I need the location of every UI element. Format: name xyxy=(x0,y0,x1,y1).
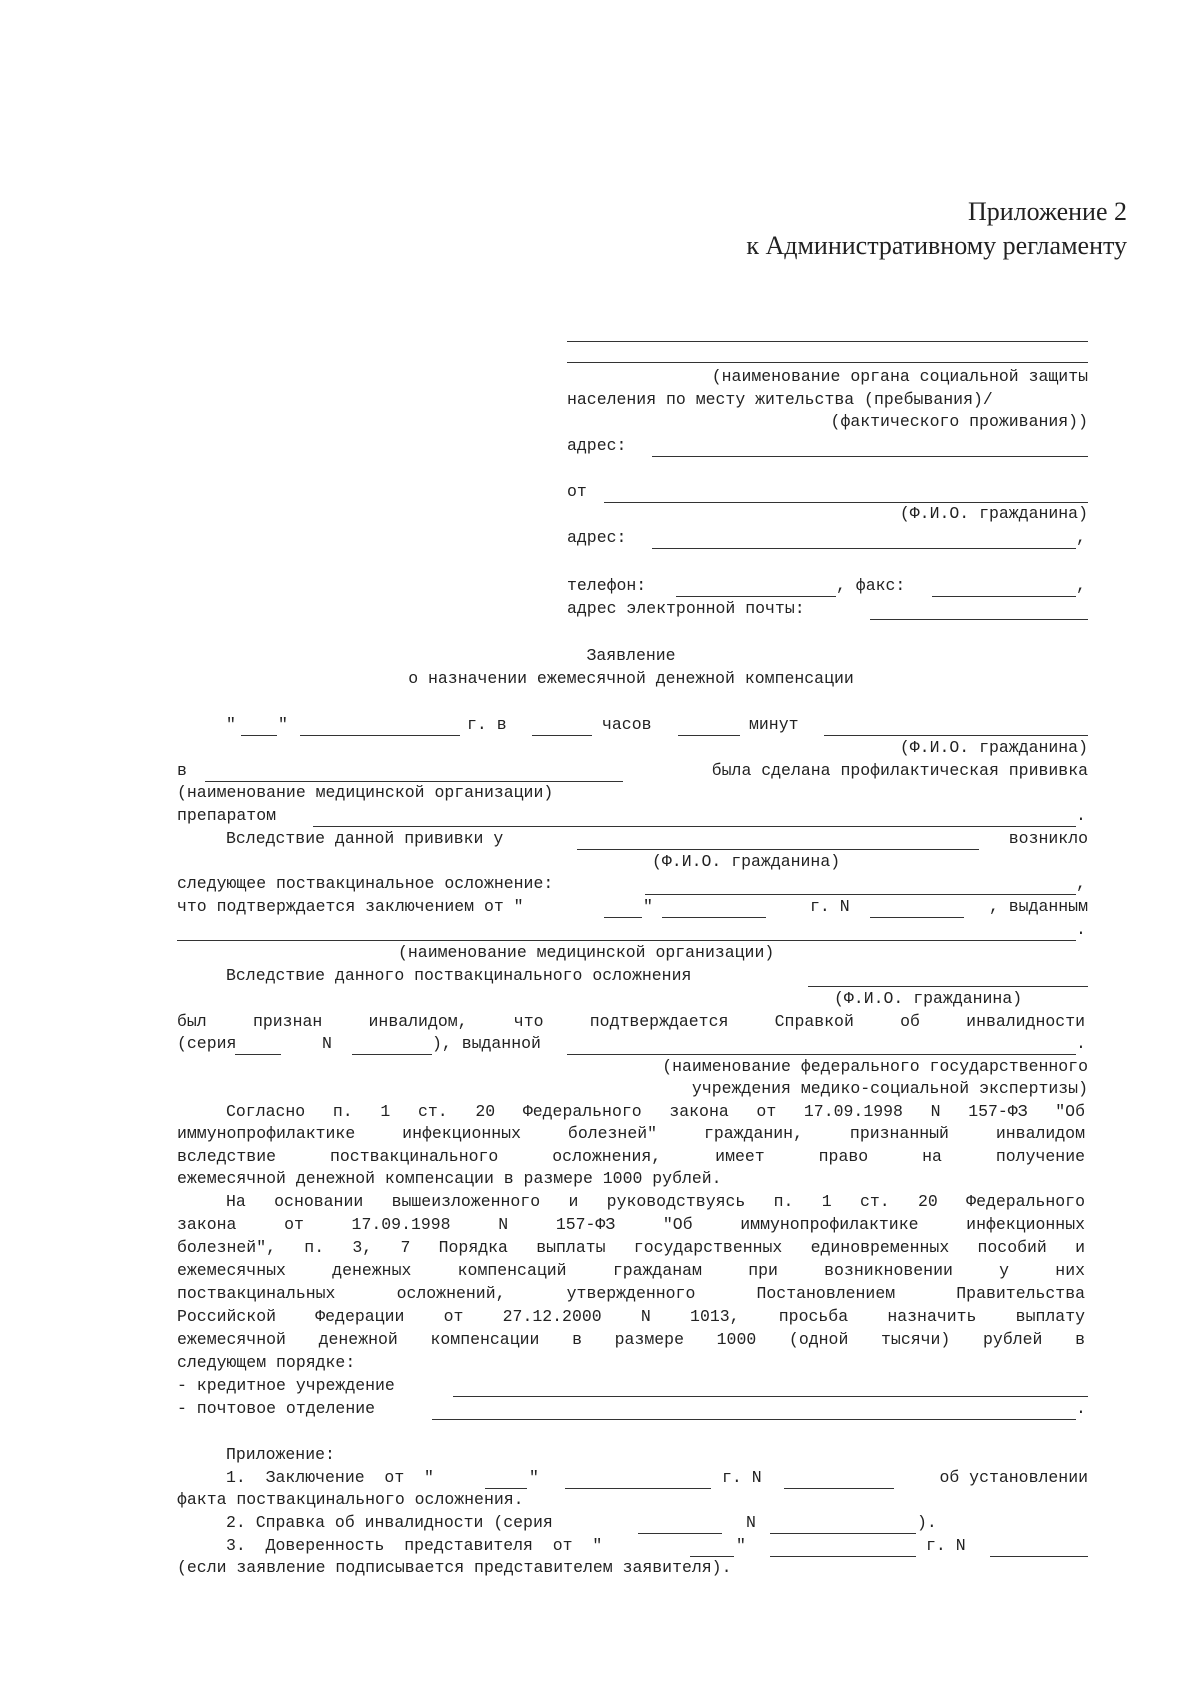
address-label: адрес: xyxy=(567,436,627,455)
organ-caption-3: (фактического проживания)) xyxy=(830,412,1088,431)
email-line xyxy=(870,619,1088,620)
request-line-7: ежемесячной денежной компенсации в размере 1000 (одной тысячи) рублей в xyxy=(177,1330,1085,1349)
request-line-6: Российской Федерации от 27.12.2000 N 1013, просьба назначить выплату xyxy=(177,1307,1085,1326)
conclusion-day-line xyxy=(604,917,642,918)
attachment-1-number-line xyxy=(784,1488,894,1489)
fax-line xyxy=(932,596,1076,597)
disabled-line: был признан инвалидом, что подтверждается Справкой об инвалидности xyxy=(177,1012,1085,1031)
attachment-1-date-line xyxy=(565,1488,711,1489)
med-org-caption: (наименование медицинской организации) xyxy=(177,783,554,802)
complication-line xyxy=(645,894,1076,895)
series-open: (серия xyxy=(177,1034,237,1053)
preparation-label: препаратом xyxy=(177,806,277,825)
address2-line xyxy=(652,548,1076,549)
appendix-subtitle: к Административному регламенту xyxy=(746,231,1127,260)
fax-label: , факс: xyxy=(836,576,906,595)
organ-caption-2: населения по месту жительства (пребывания)/ xyxy=(567,390,993,409)
attachment-2-n-label: N xyxy=(746,1513,756,1532)
organ-name-line-1 xyxy=(567,341,1088,342)
attachment-2-close: ). xyxy=(917,1513,937,1532)
address-line xyxy=(652,456,1088,457)
phone-label: телефон: xyxy=(567,576,647,595)
attachment-3-number-line xyxy=(990,1556,1088,1557)
mse-dot: . xyxy=(1076,1034,1086,1053)
issuer-org-line xyxy=(177,940,1076,941)
fax-comma: , xyxy=(1076,576,1086,595)
credit-institution-line xyxy=(453,1396,1088,1397)
law-line-2: иммунопрофилактике инфекционных болезней" гражданин, признанный инвалидом xyxy=(177,1124,1085,1143)
conclusion-n-label: г. N xyxy=(810,897,850,916)
due-vaccination-text: Вследствие данной прививки у xyxy=(226,829,504,848)
address2-comma: , xyxy=(1076,528,1086,547)
post-office-line xyxy=(432,1419,1076,1420)
mse-institution-line xyxy=(567,1054,1076,1055)
series-line xyxy=(235,1054,281,1055)
complication-label: следующее поствакцинальное осложнение: xyxy=(177,874,554,893)
statement-title: Заявление xyxy=(586,646,676,665)
day-line xyxy=(241,735,277,736)
address2-label: адрес: xyxy=(567,528,627,547)
attachment-3-prefix: 3. Доверенность представителя от " xyxy=(226,1536,603,1555)
series-number-line xyxy=(352,1054,432,1055)
organ-name-line-2 xyxy=(567,362,1088,363)
issuer-org-dot: . xyxy=(1076,920,1086,939)
credit-institution-label: - кредитное учреждение xyxy=(177,1376,395,1395)
attachment-1-close: " xyxy=(529,1468,539,1487)
year-in-label: г. в xyxy=(467,715,507,734)
attachments-heading: Приложение: xyxy=(226,1445,335,1464)
conclusion-date-line xyxy=(662,917,766,918)
law-line-4: ежемесячной денежной компенсации в размере 1000 рублей. xyxy=(177,1169,722,1188)
request-line-1: На основании вышеизложенного и руководствуясь п. 1 ст. 20 Федерального xyxy=(226,1192,1085,1211)
date-quote-open: " xyxy=(226,715,236,734)
request-line-5: поствакцинальных осложнений, утвержденного Постановлением Правительства xyxy=(177,1284,1085,1303)
conclusion-number-line xyxy=(870,917,964,918)
law-line-3: вследствие поствакцинального осложнения, имеет право на получение xyxy=(177,1147,1085,1166)
fed-caption-1: (наименование федерального государственного xyxy=(662,1057,1088,1076)
email-label: адрес электронной почты: xyxy=(567,599,805,618)
complication-comma: , xyxy=(1076,874,1086,893)
request-line-8: следующем порядке: xyxy=(177,1353,356,1372)
hours-line xyxy=(532,735,592,736)
fio-caption-1: (Ф.И.О. гражданина) xyxy=(899,738,1088,757)
attachment-2-prefix: 2. Справка об инвалидности (серия xyxy=(226,1513,553,1532)
post-office-label: - почтовое отделение xyxy=(177,1399,376,1418)
date-fio-line xyxy=(824,735,1088,736)
request-line-2: закона от 17.09.1998 N 157-ФЗ "Об иммунопрофилактике инфекционных xyxy=(177,1215,1085,1234)
attachment-3-line-2: (если заявление подписывается представителем заявителя). xyxy=(177,1558,732,1577)
attachment-3-close: " xyxy=(736,1536,746,1555)
request-line-3: болезней", п. 3, 7 Порядка выплаты государственных единовременных пособий и xyxy=(177,1238,1085,1257)
attachment-1-line-2: факта поствакцинального осложнения. xyxy=(177,1490,524,1509)
hours-label: часов xyxy=(602,715,652,734)
appendix-title: Приложение 2 xyxy=(967,197,1127,226)
fio-caption-from: (Ф.И.О. гражданина) xyxy=(899,504,1088,523)
complication-fio-line xyxy=(808,986,1088,987)
statement-subtitle: о назначении ежемесячной денежной компенсации xyxy=(408,669,854,688)
due-complication-text: Вследствие данного поствакцинального осложнения xyxy=(226,966,692,985)
phone-line xyxy=(676,596,836,597)
date-quote-close: " xyxy=(278,715,288,734)
fio-caption-2: (Ф.И.О. гражданина) xyxy=(652,852,841,871)
preparation-line xyxy=(313,826,1076,827)
attachment-1-suffix: об установлении xyxy=(939,1468,1088,1487)
issued-text: , выданным xyxy=(988,897,1088,916)
series-n-label: N xyxy=(322,1034,332,1053)
month-year-line xyxy=(300,735,460,736)
vaccination-fio-line xyxy=(577,849,979,850)
attachment-2-number-line xyxy=(770,1533,916,1534)
minutes-line xyxy=(678,735,740,736)
attachment-2-series-line xyxy=(638,1533,722,1534)
post-office-dot: . xyxy=(1076,1399,1086,1418)
series-issued-text: ), выданной xyxy=(432,1034,541,1053)
med-org-caption-2: (наименование медицинской организации) xyxy=(398,943,775,962)
fed-caption-2: учреждения медико-социальной экспертизы) xyxy=(691,1079,1088,1098)
request-line-4: ежемесячных денежных компенсаций гражданам при возникновении у них xyxy=(177,1261,1085,1280)
confirmed-by-text: что подтверждается заключением от " xyxy=(177,897,524,916)
preparation-dot: . xyxy=(1076,806,1086,825)
attachment-3-date-line xyxy=(770,1556,916,1557)
attachment-1-prefix: 1. Заключение от " xyxy=(226,1468,434,1487)
confirmed-by-close: " xyxy=(643,897,653,916)
from-label: от xyxy=(567,482,587,501)
vaccination-text: была сделана профилактическая прививка xyxy=(711,761,1088,780)
arose-text: возникло xyxy=(1008,829,1088,848)
attachment-3-n-label: г. N xyxy=(926,1536,966,1555)
minutes-label: минут xyxy=(749,715,799,734)
organ-caption-1: (наименование органа социальной защиты xyxy=(711,367,1088,386)
fio-caption-3: (Ф.И.О. гражданина) xyxy=(834,989,1023,1008)
law-line-1: Согласно п. 1 ст. 20 Федерального закона от 17.09.1998 N 157-ФЗ "Об xyxy=(226,1102,1085,1121)
in-prefix: в xyxy=(177,761,187,780)
attachment-1-n-label: г. N xyxy=(722,1468,762,1487)
